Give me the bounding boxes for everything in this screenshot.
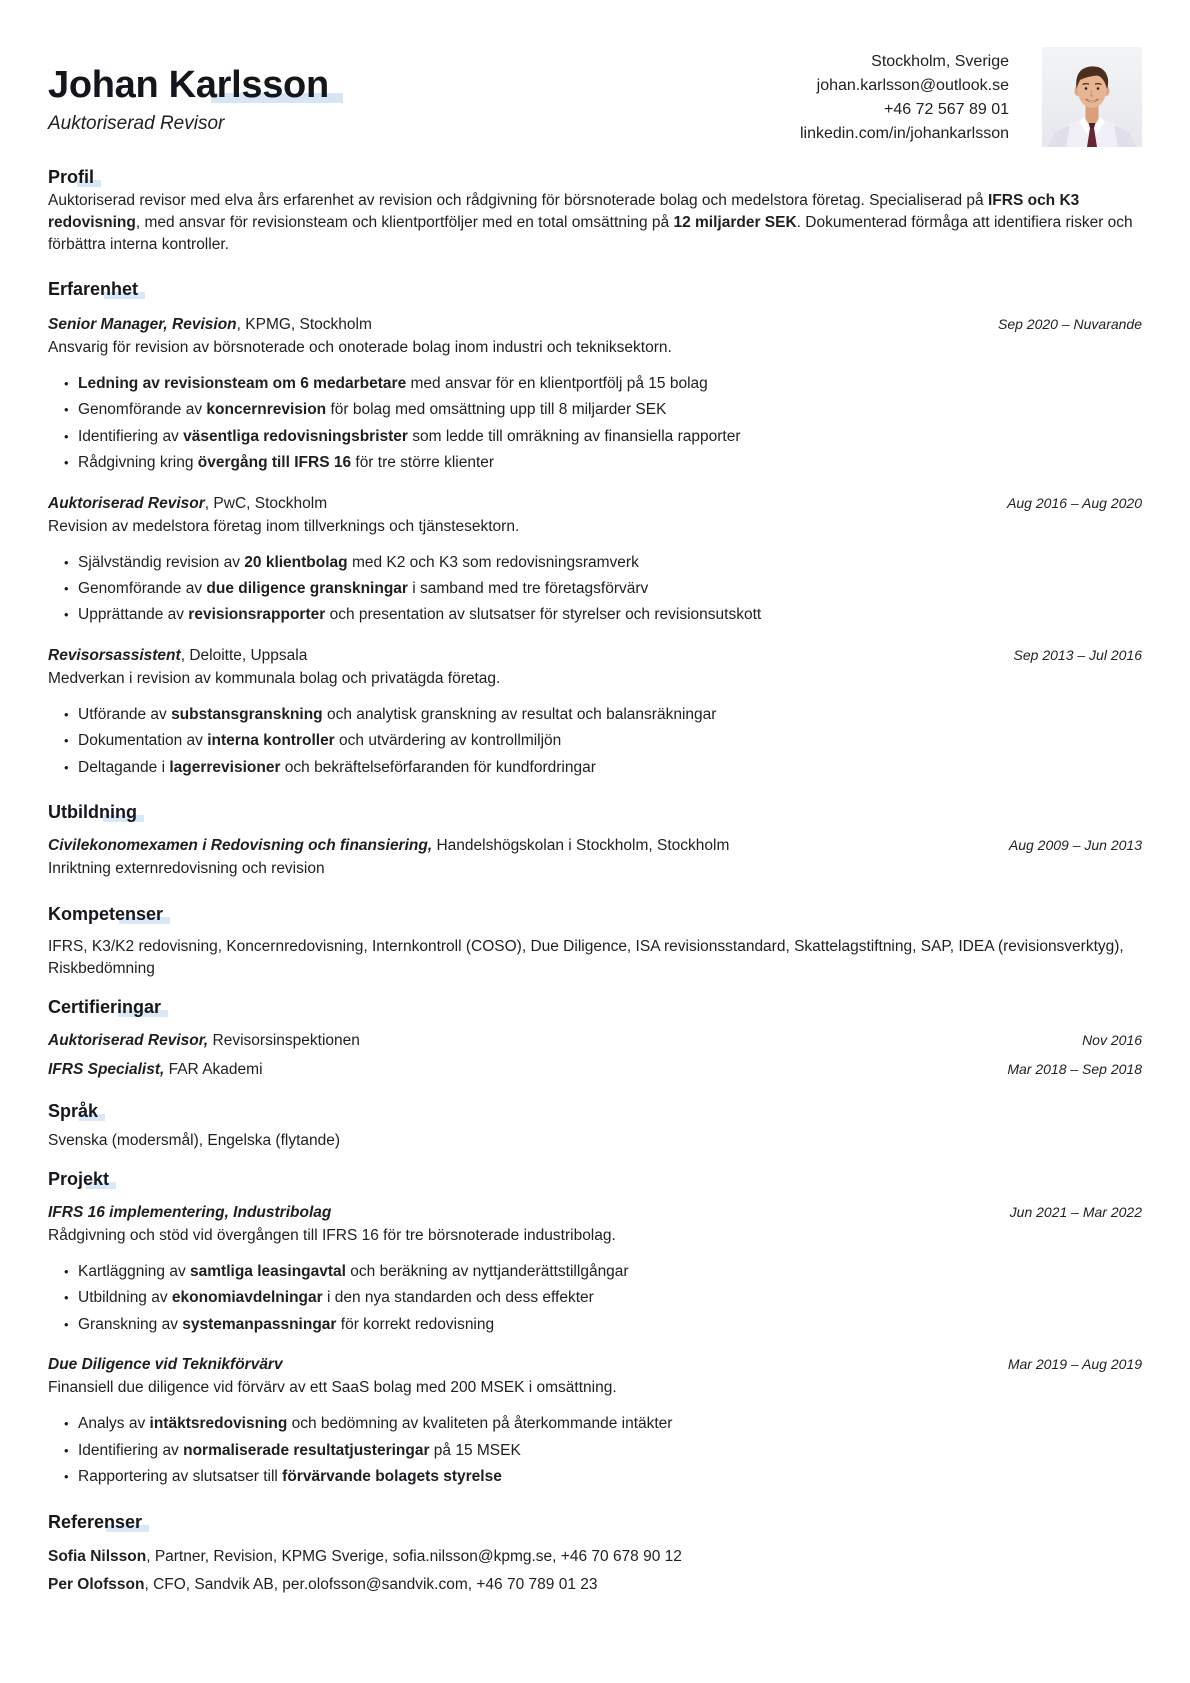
task-item: [48, 1438, 1142, 1464]
emphasized-text: interna kontroller: [207, 732, 335, 750]
emphasized-text: samtliga leasingavtal: [190, 1263, 346, 1281]
reference-name: Per Olofsson: [48, 1575, 145, 1593]
text-run: Rådgivning kring: [78, 454, 198, 472]
separator: ,: [146, 1547, 155, 1565]
certification-issuer: Revisorsinspektionen: [212, 1032, 360, 1050]
languages-list: Svenska (modersmål), Engelska (flytande): [48, 1132, 341, 1150]
job-employer: Deloitte, Uppsala: [189, 646, 308, 664]
emphasized-text: koncernrevision: [206, 401, 327, 419]
reference-row: [48, 1571, 1142, 1599]
achievement-item: [48, 728, 1142, 754]
text-run: Genomförande av: [78, 580, 207, 598]
separator: ,: [236, 316, 246, 333]
emphasized-text: övergång till IFRS 16: [197, 454, 352, 472]
education-heading-line: [48, 834, 729, 858]
emphasized-text: förvärvande bolagets styrelse: [282, 1468, 502, 1486]
resume-body: [48, 164, 1142, 1599]
text-run: Granskning av: [78, 1315, 183, 1333]
project-title: IFRS 16 implementering, Industribolag: [48, 1204, 332, 1222]
education-school: Handelshögskolan i Stockholm, Stockholm: [436, 837, 730, 855]
certifications-heading: Certifieringar: [48, 994, 161, 1020]
emphasized-text: due diligence granskningar: [206, 580, 408, 598]
certification-name: IFRS Specialist,: [48, 1061, 165, 1079]
text-run: som ledde till omräkning av finansiella rapporter: [407, 427, 741, 445]
job-employer: KPMG, Stockholm: [245, 316, 372, 333]
text-run: i samband med tre företagsförvärv: [407, 580, 649, 598]
emphasized-text: lagerrevisioner: [169, 758, 281, 776]
references-heading: Referenser: [48, 1509, 142, 1535]
separator: ,: [204, 494, 214, 512]
text-run: och bedömning av kvaliteten på återkommande intäkter: [287, 1415, 673, 1433]
job-header: [48, 643, 1142, 668]
separator: ,: [144, 1575, 154, 1593]
education-dates: Aug 2009 – Jun 2013: [1008, 837, 1142, 854]
emphasized-text: revisionsrapporter: [188, 606, 326, 624]
text-run: Utförande av: [78, 705, 172, 723]
certifications-section: [48, 994, 1142, 1084]
project-dates: Mar 2019 – Aug 2019: [1007, 1356, 1142, 1373]
task-item: [48, 1285, 1142, 1311]
job-description: Ansvarig för revision av börsnoterade och onoterade bolag inom industri och tekniksektorn.: [48, 339, 672, 356]
certification-name: Auktoriserad Revisor,: [48, 1032, 209, 1050]
contact-phone[interactable]: +46 72 567 89 01: [883, 101, 1009, 118]
achievement-item: [48, 371, 1142, 397]
project-description: Rådgivning och stöd vid övergången till IFRS 16 för tre börsnoterade industribolag.: [48, 1227, 616, 1245]
emphasized-text: väsentliga redovisningsbrister: [183, 427, 408, 445]
job-header: [48, 312, 1142, 337]
task-item: [48, 1312, 1142, 1338]
certification-date: Nov 2016: [1082, 1032, 1142, 1049]
project-header: [48, 1352, 1142, 1377]
emphasized-text: Ledning av revisionsteam om 6 medarbetare: [78, 375, 407, 392]
job-achievements: [48, 702, 1142, 781]
emphasized-text: ekonomiavdelningar: [171, 1289, 323, 1307]
references-section: [48, 1509, 1142, 1599]
achievement-item: [48, 755, 1142, 781]
text-run: Rapportering av slutsatser till: [78, 1468, 283, 1486]
job-dates: Aug 2016 – Aug 2020: [1007, 494, 1142, 511]
certification-row: [48, 1055, 1142, 1084]
job-achievements: [48, 550, 1142, 629]
certifications-list: [48, 1026, 1142, 1084]
text-run: för bolag med omsättning upp till 8 miljarder SEK: [326, 401, 667, 419]
text-run: för tre större klienter: [351, 454, 495, 472]
candidate-title: Auktoriserad Revisor: [48, 113, 225, 134]
separator: ,: [180, 646, 190, 664]
achievement-item: [48, 450, 1142, 476]
text-run: Kartläggning av: [78, 1263, 191, 1281]
education-entry: [48, 833, 1142, 880]
job-heading: [48, 313, 372, 337]
text-run: Identifiering av: [78, 427, 184, 445]
candidate-name: Johan Karlsson: [48, 60, 329, 110]
reference-details: Partner, Revision, KPMG Sverige, sofia.nilsson@kpmg.se, +46 70 678 90 12: [154, 1547, 682, 1565]
languages-section: [48, 1098, 1142, 1152]
job-heading: [48, 492, 327, 516]
emphasized-text: 20 klientbolag: [244, 553, 348, 571]
text-run: och analytisk granskning av resultat och balansräkningar: [322, 705, 717, 723]
text-run: Genomförande av: [78, 401, 207, 419]
emphasized-text: intäktsredovisning: [149, 1415, 288, 1433]
text-run: . Dokumenterad förmåga att identifiera risker och förbättra interna kontroller.: [48, 214, 1133, 253]
languages-heading: Språk: [48, 1098, 98, 1124]
skills-section: [48, 901, 1142, 980]
emphasized-text: systemanpassningar: [182, 1315, 337, 1333]
profile-summary: [48, 190, 1142, 256]
emphasized-text: IFRS och K3 redovisning: [48, 192, 1080, 231]
projects-section: [48, 1166, 1142, 1494]
certification-issuer: FAR Akademi: [168, 1061, 263, 1079]
text-run: Analys av: [78, 1415, 150, 1433]
achievement-item: [48, 397, 1142, 423]
reference-details: CFO, Sandvik AB, per.olofsson@sandvik.com, +46 70 789 01 23: [153, 1575, 598, 1593]
job-entry: [48, 312, 1142, 481]
text-run: Dokumentation av: [78, 732, 208, 750]
job-entry: [48, 643, 1142, 785]
certification-date: Mar 2018 – Sep 2018: [1007, 1061, 1142, 1078]
project-title: Due Diligence vid Teknikförvärv: [48, 1356, 283, 1374]
experience-heading: Erfarenhet: [48, 276, 138, 302]
contact-info: [800, 50, 1009, 146]
project-entry: [48, 1200, 1142, 1342]
education-section: [48, 799, 1142, 887]
emphasized-text: 12 miljarder SEK: [673, 214, 797, 231]
achievement-item: [48, 550, 1142, 576]
job-role: Revisorsassistent: [48, 646, 181, 664]
emphasized-text: substansgranskning: [171, 705, 323, 723]
text-run: Upprättande av: [78, 606, 189, 624]
skills-list: IFRS, K3/K2 redovisning, Koncernredovisning, Internkontroll (COSO), Due Diligence, ISA revisionsstandard, Skattelagstiftning, SAP, IDEA (revisionsverktyg), Riskbedömning: [48, 938, 1124, 978]
achievement-item: [48, 702, 1142, 728]
profile-photo: [1042, 47, 1142, 147]
job-header: [48, 491, 1142, 516]
job-description: Revision av medelstora företag inom tillverknings och tjänstesektorn.: [48, 517, 520, 535]
text-run: på 15 MSEK: [429, 1441, 521, 1459]
project-description: Finansiell due diligence vid förvärv av ett SaaS bolag med 200 MSEK i omsättning.: [48, 1379, 617, 1397]
text-run: Deltagande i: [78, 758, 170, 776]
text-run: med K2 och K3 som redovisningsramverk: [347, 553, 639, 571]
text-run: Utbildning av: [78, 1289, 172, 1307]
emphasized-text: normaliserade resultatjusteringar: [183, 1441, 430, 1459]
text-run: och presentation av slutsatser för styrelser och revisionsutskott: [325, 606, 762, 624]
task-item: [48, 1411, 1142, 1437]
reference-name: Sofia Nilsson: [48, 1547, 147, 1565]
project-tasks: [48, 1259, 1142, 1338]
profile-section: [48, 164, 1142, 262]
text-run: Självständig revision av: [78, 553, 245, 571]
text-run: med ansvar för en klientportfölj på 15 bolag: [406, 375, 708, 392]
job-achievements: [48, 371, 1142, 477]
text-run: Identifiering av: [78, 1441, 184, 1459]
certification-heading: [48, 1056, 263, 1084]
text-run: Auktoriserad revisor med elva års erfarenhet av revision och rådgivning för börsnoterade bolag och medelstora företag. Specialiserad på: [48, 192, 988, 209]
task-item: [48, 1464, 1142, 1490]
skills-heading: Kompetenser: [48, 901, 163, 927]
project-tasks: [48, 1411, 1142, 1490]
profile-heading: Profil: [48, 164, 94, 190]
job-role: Senior Manager, Revision: [48, 316, 237, 333]
project-entry: [48, 1352, 1142, 1494]
references-list: [48, 1543, 1142, 1599]
reference-row: [48, 1543, 1142, 1571]
text-run: och utvärdering av kontrollmiljön: [334, 732, 562, 750]
job-role: Auktoriserad Revisor: [48, 494, 205, 512]
contact-email[interactable]: johan.karlsson@outlook.se: [816, 77, 1009, 94]
text-run: , med ansvar för revisionsteam och klientportföljer med en total omsättning på: [135, 214, 674, 231]
project-header: [48, 1200, 1142, 1225]
projects-heading: Projekt: [48, 1166, 109, 1192]
text-run: och beräkning av nyttjanderättstillgångar: [345, 1263, 629, 1281]
text-run: för korrekt redovisning: [336, 1315, 495, 1333]
achievement-item: [48, 576, 1142, 602]
experience-section: [48, 276, 1142, 785]
task-item: [48, 1259, 1142, 1285]
project-dates: Jun 2021 – Mar 2022: [1009, 1204, 1142, 1221]
education-degree: Civilekonomexamen i Redovisning och finansiering,: [48, 837, 433, 855]
job-heading: [48, 644, 307, 668]
portrait-image: [1042, 47, 1142, 147]
job-dates: Sep 2020 – Nuvarande: [998, 316, 1142, 332]
education-detail: Inriktning externredovisning och revision: [48, 860, 325, 878]
contact-location: Stockholm, Sverige: [871, 53, 1009, 70]
text-run: i den nya standarden och dess effekter: [322, 1289, 594, 1307]
text-run: och bekräftelseförfaranden för kundfordringar: [280, 758, 596, 776]
job-description: Medverkan i revision av kommunala bolag och privatägda företag.: [48, 669, 501, 687]
achievement-item: [48, 602, 1142, 628]
job-dates: Sep 2013 – Jul 2016: [1013, 646, 1142, 663]
certification-heading: [48, 1027, 360, 1055]
education-heading: Utbildning: [48, 799, 137, 825]
education-header: [48, 833, 1142, 858]
certification-row: [48, 1026, 1142, 1055]
contact-linkedin[interactable]: linkedin.com/in/johankarlsson: [800, 125, 1009, 142]
job-employer: PwC, Stockholm: [213, 494, 328, 512]
achievement-item: [48, 424, 1142, 450]
job-entry: [48, 491, 1142, 633]
